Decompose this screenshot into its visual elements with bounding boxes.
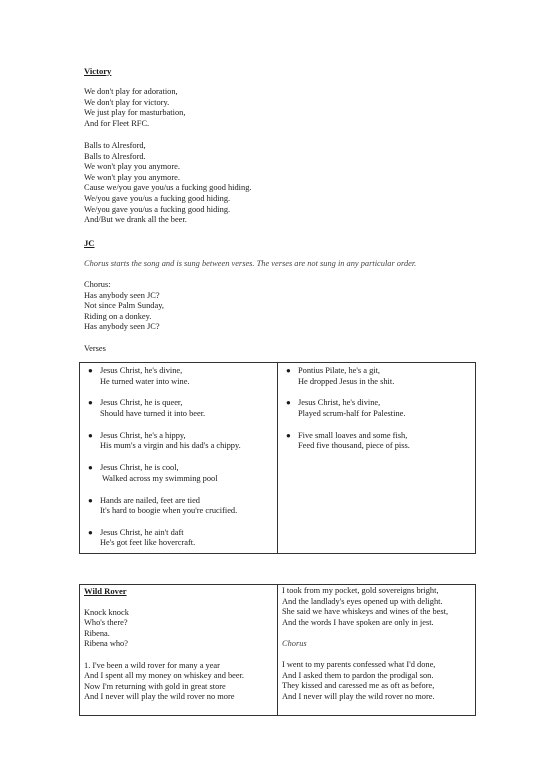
verse-line: Hands are nailed, feet are tied [100, 495, 200, 505]
lyric-line: We/you gave you/us a fucking good hiding. [84, 193, 231, 203]
verse-line: Jesus Christ, he's a hippy, [100, 430, 186, 440]
verse-item [84, 431, 273, 452]
verse-item [282, 366, 471, 387]
lyric-line: We won't play you anymore. [84, 162, 180, 172]
lyric-line: And/But we drank all the beer. [84, 215, 187, 225]
jc-chorus [84, 280, 164, 333]
victory-stanza-2 [84, 141, 251, 226]
spacer [282, 650, 471, 661]
verse-line: Feed five thousand, piece of piss. [298, 441, 410, 451]
lyric-line: We don't play for victory. [84, 97, 170, 107]
lyric-line: And I spent all my money on whiskey and beer. [84, 671, 245, 681]
verse-item [282, 431, 471, 452]
verse-line: Pontius Pilate, he's a git, [298, 366, 380, 375]
lyric-line: Ribena who? [84, 639, 128, 649]
verse-item [84, 496, 273, 517]
lyric-line: Has anybody seen JC? [84, 322, 160, 332]
jc-note: Chorus starts the song and is sung between verses. The verses are not sung in any particular order. [84, 259, 417, 268]
lyric-line: We/you gave you/us a fucking good hiding. [84, 204, 231, 214]
lyric-line: And the landlady's eyes opened up with delight. [282, 596, 443, 606]
lyric-line: And I never will play the wild rover no more [84, 692, 235, 702]
spacer [84, 650, 273, 661]
jc-title: JC [84, 238, 95, 248]
verse-line: Jesus Christ, he's divine, [100, 366, 183, 375]
victory-title: Victory [84, 66, 112, 76]
verse-line: Should have turned it into beer. [100, 408, 206, 418]
bullet-icon: ● [88, 495, 93, 505]
lyric-line: Ribena. [84, 628, 110, 638]
lyric-line: And I never will play the wild rover no more. [282, 691, 435, 701]
lyric-line: 1. I've been a wild rover for many a year [84, 660, 220, 670]
lyric-line: Balls to Alresford, [84, 141, 146, 150]
wild-rover-table [79, 584, 476, 716]
verse-line: He turned water into wine. [100, 376, 190, 386]
lyric-line: Not since Palm Sunday, [84, 301, 164, 311]
chorus-label: Chorus [282, 638, 307, 648]
bullet-icon: ● [286, 398, 291, 408]
bullet-icon: ● [88, 527, 93, 537]
verse-item [282, 398, 471, 419]
victory-stanza-1 [84, 87, 185, 129]
lyric-line: I took from my pocket, gold sovereigns bright, [282, 586, 439, 595]
verse-line: Five small loaves and some fish, [298, 430, 408, 440]
lyric-line: Balls to Alresford. [84, 151, 146, 161]
verse-item [84, 463, 273, 484]
verse-item [84, 528, 273, 549]
lyric-line: And for Fleet RFC. [84, 118, 150, 128]
wild-rover-title: Wild Rover [84, 586, 127, 596]
spacer [84, 597, 273, 608]
lyric-line: She said we have whiskeys and wines of the best, [282, 607, 449, 617]
verse-line: He dropped Jesus in the shit. [298, 376, 395, 386]
verse-line: Jesus Christ, he's divine, [298, 398, 381, 408]
verse-item [84, 398, 273, 419]
bullet-icon: ● [88, 463, 93, 473]
bullet-icon: ● [88, 366, 93, 375]
lyric-line: I went to my parents confessed what I'd done, [282, 660, 436, 670]
lyric-line: And I asked them to pardon the prodigal son. [282, 670, 434, 680]
lyric-line: Cause we/you gave you/us a fucking good hiding. [84, 183, 252, 193]
spacer [282, 628, 471, 639]
lyric-line: Who's there? [84, 618, 128, 628]
wild-rover-column-right [278, 585, 476, 716]
verse-line: Jesus Christ, he ain't daft [100, 527, 184, 537]
bullet-icon: ● [286, 430, 291, 440]
chorus-label: Chorus: [84, 280, 111, 289]
verse-line: Jesus Christ, he is cool, [100, 463, 179, 473]
bullet-icon: ● [88, 398, 93, 408]
verses-column-left [80, 363, 278, 554]
lyric-line: They kissed and caressed me as oft as before, [282, 681, 435, 691]
lyric-line: Now I'm returning with gold in great store [84, 681, 226, 691]
lyric-line: Riding on a donkey. [84, 311, 152, 321]
lyric-line: And the words I have spoken are only in jest. [282, 617, 434, 627]
verses-column-right [278, 363, 476, 554]
verse-line: His mum's a virgin and his dad's a chippy. [100, 441, 241, 451]
wild-rover-column-left [80, 585, 278, 716]
verse-line: It's hard to boogie when you're crucified. [100, 506, 238, 516]
verse-line: Jesus Christ, he is queer, [100, 398, 183, 408]
lyric-line: Has anybody seen JC? [84, 290, 160, 300]
lyric-line: We just play for masturbation, [84, 108, 186, 118]
bullet-icon: ● [88, 430, 93, 440]
lyric-line: We don't play for adoration, [84, 87, 178, 96]
verses-table [79, 362, 476, 554]
lyric-line: Knock knock [84, 607, 129, 617]
verses-label: Verses [84, 344, 106, 353]
verse-line: He's got feet like hovercraft. [100, 538, 196, 548]
verse-line: Played scrum-half for Palestine. [298, 408, 406, 418]
bullet-icon: ● [286, 366, 291, 375]
verse-line: Walked across my swimming pool [100, 473, 218, 483]
lyric-line: We won't play you anymore. [84, 172, 180, 182]
verse-item [84, 366, 273, 387]
